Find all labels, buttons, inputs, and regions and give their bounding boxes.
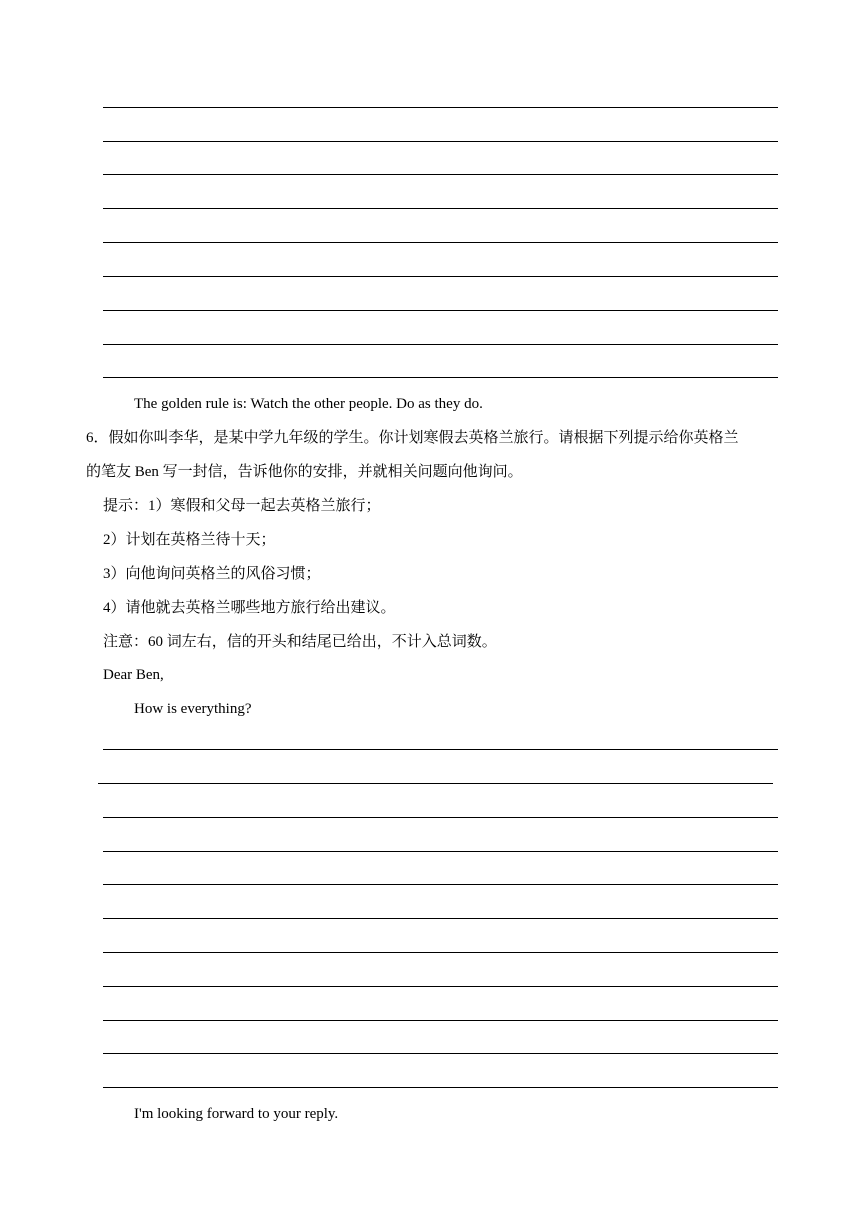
hint-1: 提示：1）寒假和父母一起去英格兰旅行； — [103, 498, 381, 514]
writing-line — [103, 276, 778, 277]
writing-line — [103, 884, 778, 885]
writing-line — [103, 107, 778, 108]
letter-opening: How is everything? — [134, 701, 252, 717]
writing-line — [103, 851, 778, 852]
writing-line — [103, 174, 778, 175]
question-number: 6． — [86, 430, 109, 446]
writing-line — [103, 749, 778, 750]
hint-2: 2）计划在英格兰待十天； — [103, 532, 276, 548]
hint-3: 3）向他询问英格兰的风俗习惯； — [103, 566, 321, 582]
writing-line — [103, 242, 778, 243]
question-prompt-text: 假如你叫李华，是某中学九年级的学生。你计划寒假去英格兰旅行。请根据下列提示给你英格兰 — [108, 430, 739, 446]
writing-line — [103, 1020, 778, 1021]
writing-line — [103, 310, 778, 311]
golden-rule-text: The golden rule is: Watch the other people. Do as they do. — [134, 396, 483, 412]
writing-line — [103, 986, 778, 987]
writing-line — [103, 1087, 778, 1088]
writing-line — [103, 817, 778, 818]
writing-line — [103, 1053, 778, 1054]
writing-line — [103, 918, 778, 919]
writing-line — [103, 377, 778, 378]
writing-line — [103, 208, 778, 209]
question-prompt-line2: 的笔友 Ben 写一封信，告诉他你的安排，并就相关问题向他询问。 — [86, 464, 523, 480]
letter-salutation: Dear Ben, — [103, 667, 164, 683]
writing-line — [103, 344, 778, 345]
writing-line — [103, 952, 778, 953]
question-prompt-line1 — [86, 428, 739, 448]
writing-line — [98, 783, 773, 784]
writing-line — [103, 141, 778, 142]
note: 注意：60 词左右，信的开头和结尾已给出，不计入总词数。 — [103, 634, 497, 650]
hint-4: 4）请他就去英格兰哪些地方旅行给出建议。 — [103, 600, 396, 616]
letter-closing: I'm looking forward to your reply. — [134, 1106, 339, 1122]
